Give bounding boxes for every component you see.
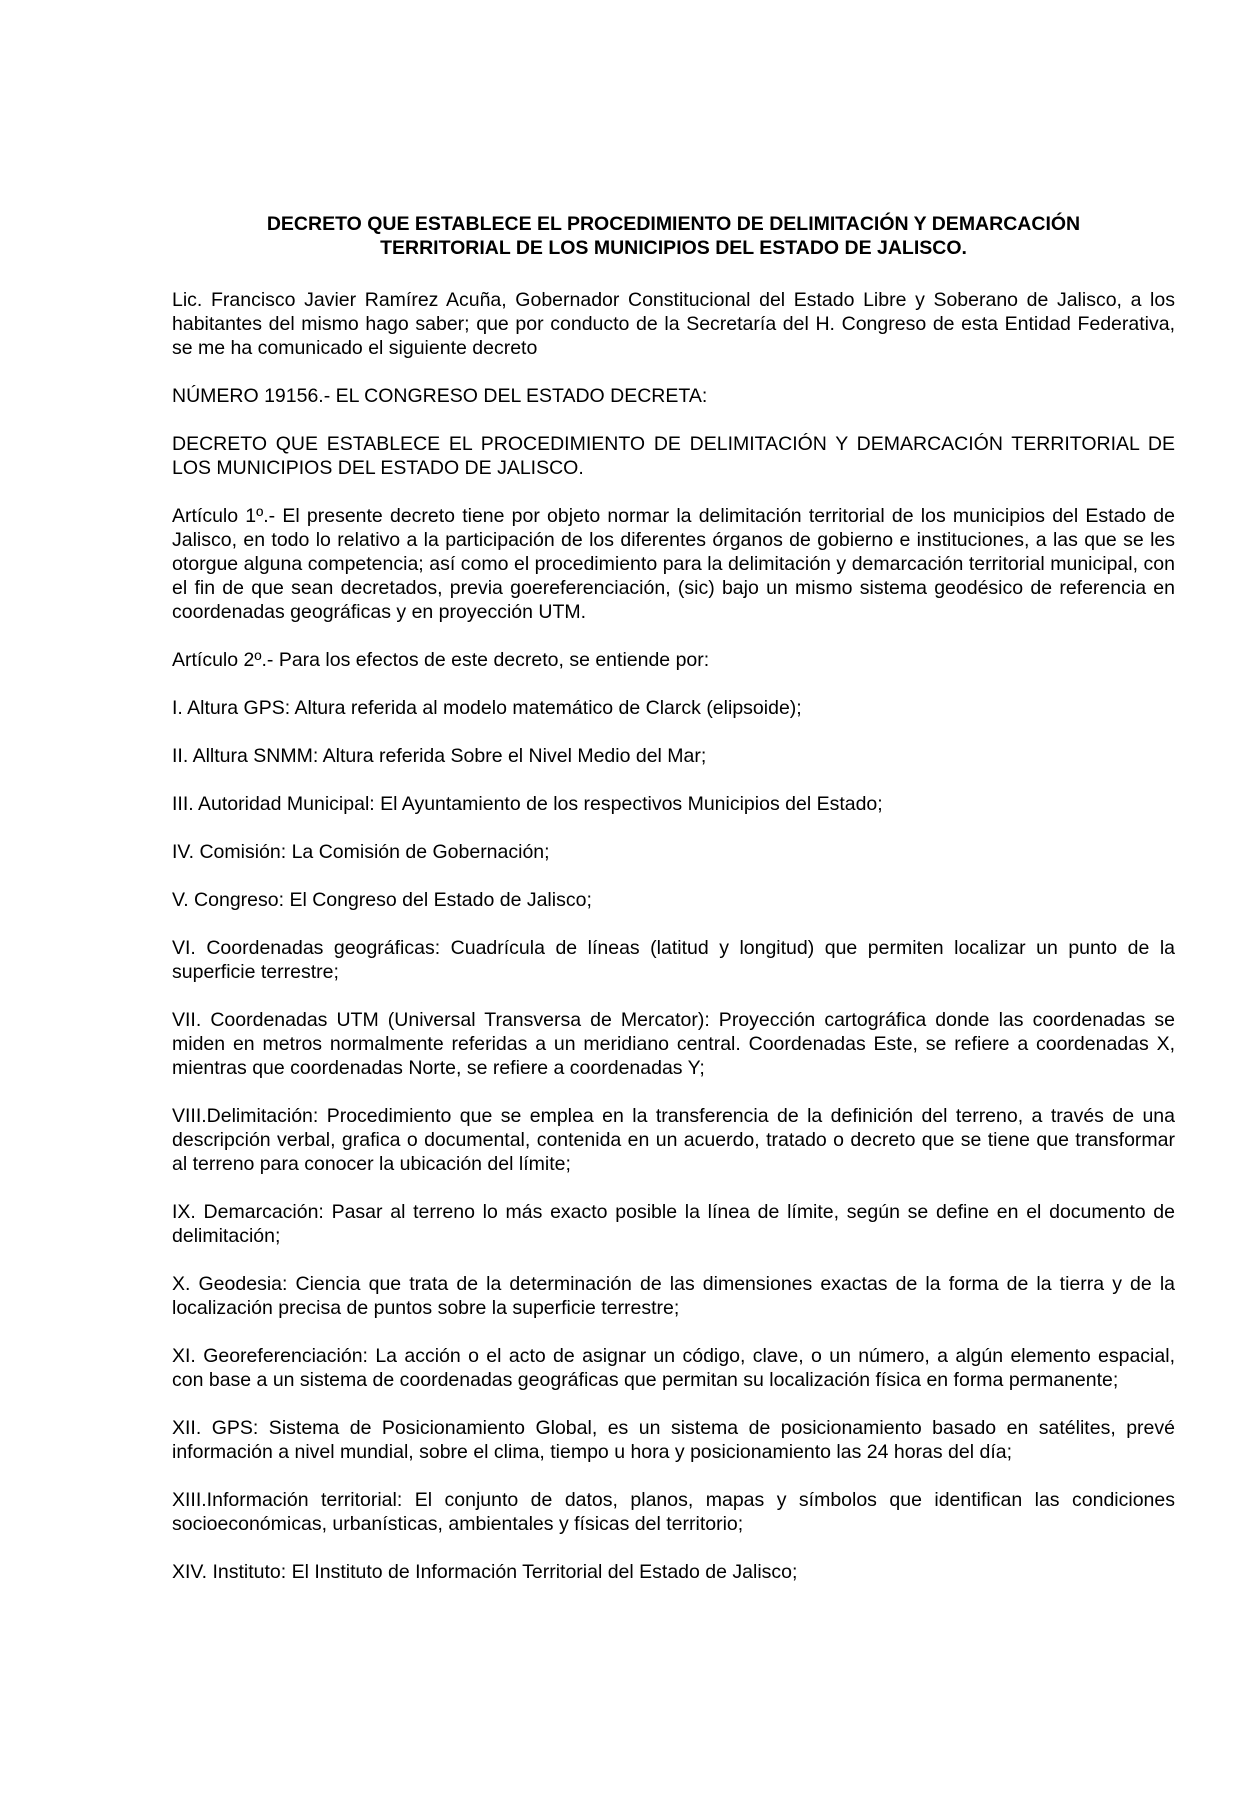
definition-ix: IX. Demarcación: Pasar al terreno lo más exacto posible la línea de límite, según se define en el documento de delimitación; — [172, 1201, 1175, 1247]
definition-ii: II. Alltura SNMM: Altura referida Sobre el Nivel Medio del Mar; — [172, 745, 707, 767]
definition-viii: VIII.Delimitación: Procedimiento que se emplea en la transferencia de la definición del terreno, a través de una descripción verbal, grafica o documental, contenida en un acuerdo, tratado o decreto que se tiene que transformar al terreno para conocer la ubicación del límite; — [172, 1105, 1175, 1175]
intro-paragraph: Lic. Francisco Javier Ramírez Acuña, Gobernador Constitucional del Estado Libre y Soberano de Jalisco, a los habitantes del mismo hago saber; que por conducto de la Secretaría del H. Congreso de esta Entidad Federativa, se me ha comunicado el siguiente decreto — [172, 289, 1175, 359]
definition-xii: XII. GPS: Sistema de Posicionamiento Global, es un sistema de posicionamiento basado en satélites, prevé información a nivel mundial, sobre el clima, tiempo u hora y posicionamiento las 24 horas del día; — [172, 1417, 1175, 1463]
article-1: Artículo 1º.- El presente decreto tiene por objeto normar la delimitación territorial de los municipios del Estado de Jalisco, en todo lo relativo a la participación de los diferentes órganos de gobierno e instituciones, a las que se les otorgue alguna competencia; así como el procedimiento para la delimitación y demarcación territorial municipal, con el fin de que sean decretados, previa goereferenciación, (sic) bajo un mismo sistema geodésico de referencia en coordenadas geográficas y en proyección UTM. — [172, 505, 1175, 623]
definition-v: V. Congreso: El Congreso del Estado de Jalisco; — [172, 889, 592, 911]
definition-iii: III. Autoridad Municipal: El Ayuntamiento de los respectivos Municipios del Estado; — [172, 793, 883, 815]
definition-xiii: XIII.Información territorial: El conjunto de datos, planos, mapas y símbolos que identifican las condiciones socioeconómicas, urbanísticas, ambientales y físicas del territorio; — [172, 1489, 1175, 1535]
title-line-1: DECRETO QUE ESTABLECE EL PROCEDIMIENTO DE DELIMITACIÓN Y DEMARCACIÓN — [266, 213, 1081, 235]
document-title — [172, 212, 1175, 260]
definition-i: I. Altura GPS: Altura referida al modelo matemático de Clarck (elipsoide); — [172, 697, 802, 719]
definition-x: X. Geodesia: Ciencia que trata de la determinación de las dimensiones exactas de la forma de la tierra y de la localización precisa de puntos sobre la superficie terrestre; — [172, 1273, 1175, 1319]
definition-iv: IV. Comisión: La Comisión de Gobernación; — [172, 841, 550, 863]
article-2: Artículo 2º.- Para los efectos de este decreto, se entiende por: — [172, 649, 710, 671]
definition-xi: XI. Georeferenciación: La acción o el acto de asignar un código, clave, o un número, a algún elemento espacial, con base a un sistema de coordenadas geográficas que permitan su localización física en forma permanente; — [172, 1345, 1175, 1391]
definition-vii: VII. Coordenadas UTM (Universal Transversa de Mercator): Proyección cartográfica donde las coordenadas se miden en metros normalmente referidas a un meridiano central. Coordenadas Este, se refiere a coordenadas X, mientras que coordenadas Norte, se refiere a coordenadas Y; — [172, 1009, 1175, 1079]
decree-number: NÚMERO 19156.- EL CONGRESO DEL ESTADO DECRETA: — [172, 385, 708, 407]
definition-vi: VI. Coordenadas geográficas: Cuadrícula de líneas (latitud y longitud) que permiten localizar un punto de la superficie terrestre; — [172, 937, 1175, 983]
definition-xiv: XIV. Instituto: El Instituto de Información Territorial del Estado de Jalisco; — [172, 1561, 798, 1583]
title-line-2: TERRITORIAL DE LOS MUNICIPIOS DEL ESTADO DE JALISCO. — [380, 237, 967, 259]
decree-heading: DECRETO QUE ESTABLECE EL PROCEDIMIENTO DE DELIMITACIÓN Y DEMARCACIÓN TERRITORIAL DE LOS MUNICIPIOS DEL ESTADO DE JALISCO. — [172, 433, 1175, 479]
